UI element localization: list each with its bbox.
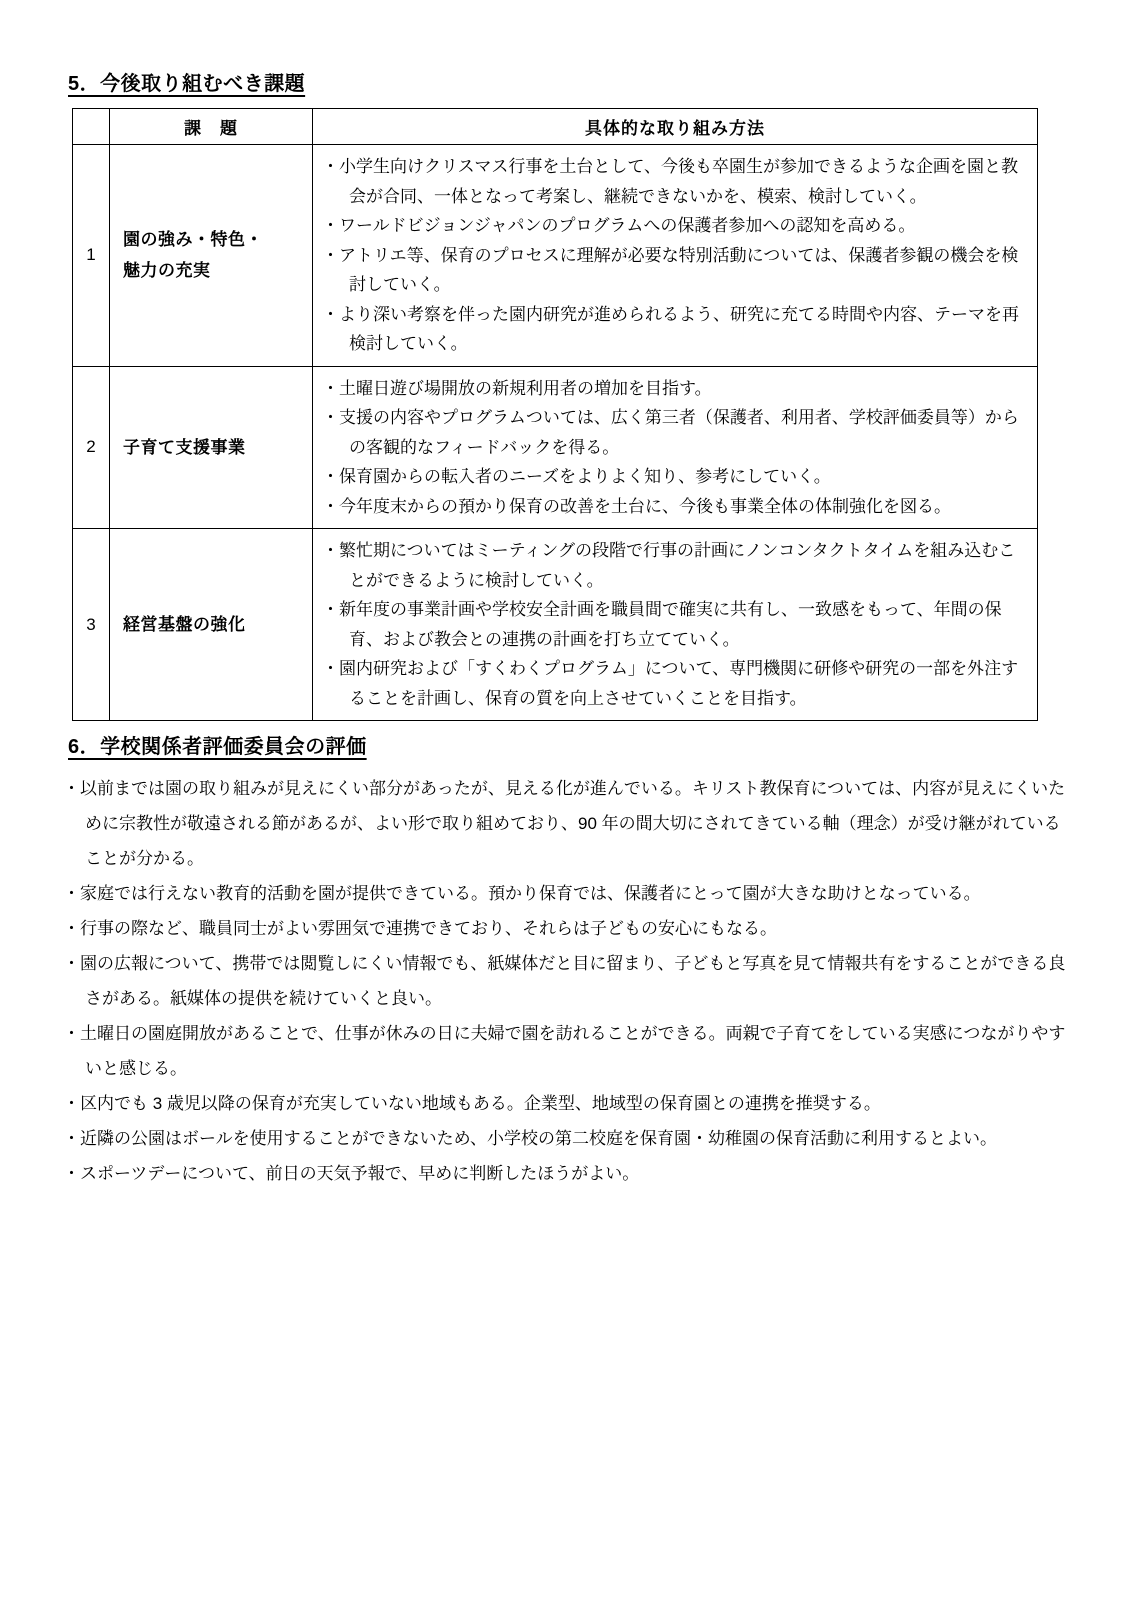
row1-number: 1	[73, 145, 110, 367]
evaluation-item: ・園の広報について、携帯では閲覧しにくい情報でも、紙媒体だと目に留まり、子どもと写真を見て情報共有をすることができる良さがある。紙媒体の提供を続けていくと良い。	[63, 954, 1066, 1008]
evaluation-list	[63, 771, 1067, 1191]
method-item: ・アトリエ等、保育のプロセスに理解が必要な特別活動については、保護者参観の機会を検討していく。	[322, 245, 1019, 294]
section5-heading: 5．今後取り組むべき課題	[68, 73, 306, 95]
row3-number: 3	[73, 529, 110, 721]
section5-heading-row	[68, 72, 1091, 98]
method-item: ・新年度の事業計画や学校安全計画を職員間で確実に共有し、一致感をもって、年間の保育、および教会との連携の計画を打ち立てていく。	[322, 600, 1002, 649]
method-item: ・土曜日遊び場開放の新規利用者の増加を目指す。	[322, 378, 712, 398]
row2-number: 2	[73, 366, 110, 529]
row3-topic	[110, 529, 313, 721]
row1-topic-line2: 魅力の充実	[123, 261, 211, 281]
section6-heading: 6．学校関係者評価委員会の評価	[68, 736, 367, 758]
row2-methods	[313, 366, 1038, 529]
table-row	[73, 366, 1038, 529]
evaluation-item: ・近隣の公園はボールを使用することができないため、小学校の第二校庭を保育園・幼稚園の保育活動に利用するとよい。	[63, 1129, 997, 1148]
method-item: ・ワールドビジョンジャパンのプログラムへの保護者参加への認知を高める。	[322, 216, 916, 235]
evaluation-item: ・土曜日の園庭開放があることで、仕事が休みの日に夫婦で園を訪れることができる。両親で子育てをしている実感につながりやすいと感じる。	[63, 1024, 1066, 1078]
table-row	[73, 145, 1038, 367]
method-item: ・支援の内容やプログラムついては、広く第三者（保護者、利用者、学校評価委員等）からの客観的なフィードバックを得る。	[322, 408, 1019, 457]
evaluation-item: ・スポーツデーについて、前日の天気予報で、早めに判断したほうがよい。	[63, 1164, 640, 1183]
section6-heading-row	[68, 735, 1091, 761]
method-item: ・小学生向けクリスマス行事を土台として、今後も卒園生が参加できるような企画を園と教会が合同、一体となって考案し、継続できないかを、模索、検討していく。	[322, 157, 1018, 206]
method-item: ・繁忙期についてはミーティングの段階で行事の計画にノンコンタクトタイムを組み込むことができるように検討していく。	[322, 541, 1016, 590]
evaluation-item: ・以前までは園の取り組みが見えにくい部分があったが、見える化が進んでいる。キリスト教保育については、内容が見えにくいために宗教性が敬遠される節があるが、よい形で取り組めており、90 年の間大切にされてきている軸（理念）が受け継がれていることが分かる。	[63, 779, 1066, 868]
method-item: ・園内研究および「すくわくプログラム」について、専門機関に研修や研究の一部を外注することを計画し、保育の質を向上させていくことを目指す。	[322, 659, 1019, 708]
row1-topic-line1: 園の強み・特色・	[123, 230, 263, 250]
row1-methods	[313, 145, 1038, 367]
table-row	[73, 529, 1038, 721]
row1-topic	[110, 145, 313, 367]
table-header-topic: 課 題	[110, 109, 313, 145]
row2-topic-line1: 子育て支援事業	[123, 437, 246, 457]
evaluation-item: ・家庭では行えない教育的活動を園が提供できている。預かり保育では、保護者にとって園が大きな助けとなっている。	[63, 884, 981, 903]
row3-topic-line1: 経営基盤の強化	[123, 615, 246, 634]
method-item: ・今年度末からの預かり保育の改善を土台に、今後も事業全体の体制強化を図る。	[322, 496, 951, 516]
table-header-row	[73, 109, 1038, 145]
row3-methods	[313, 529, 1038, 721]
challenges-table	[72, 108, 1038, 721]
method-item: ・より深い考察を伴った園内研究が進められるよう、研究に充てる時間や内容、テーマを再検討していく。	[322, 304, 1019, 353]
evaluation-item: ・区内でも 3 歳児以降の保育が充実していない地域もある。企業型、地域型の保育園との連携を推奨する。	[63, 1094, 881, 1113]
table-header-method: 具体的な取り組み方法	[313, 109, 1038, 145]
table-header-no	[73, 109, 110, 145]
row2-topic	[110, 366, 313, 529]
evaluation-item: ・行事の際など、職員同士がよい雰囲気で連携できており、それらは子どもの安心にもなる。	[63, 919, 777, 938]
method-item: ・保育園からの転入者のニーズをよりよく知り、参考にしていく。	[322, 467, 831, 486]
